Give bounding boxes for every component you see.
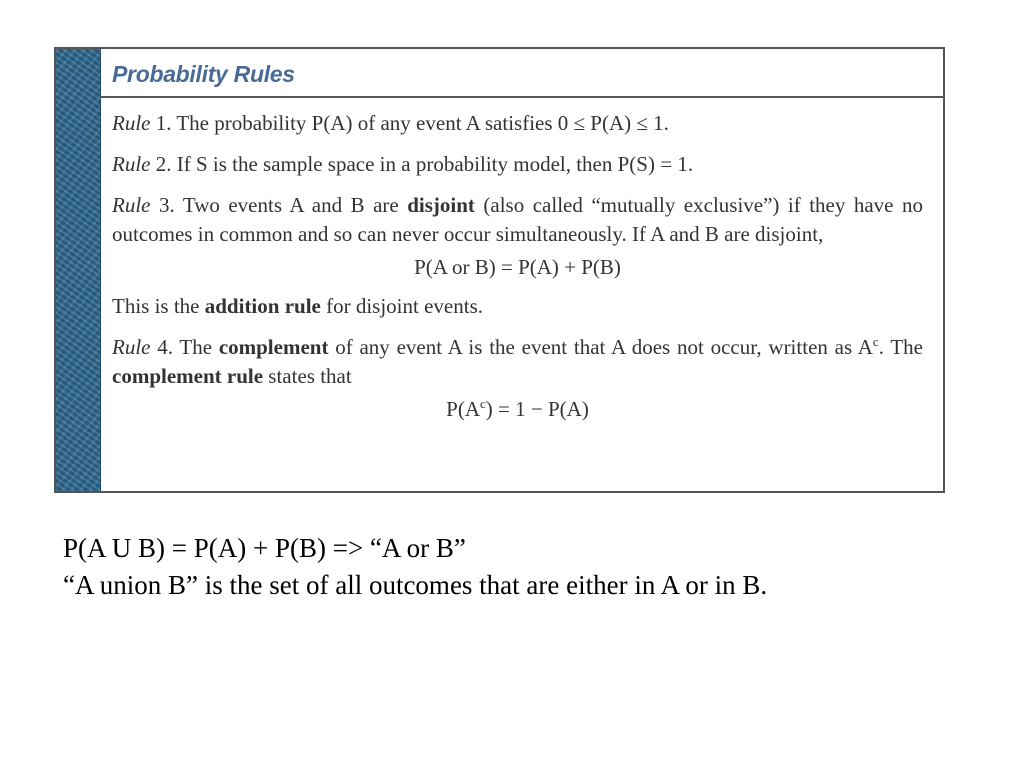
rule-4-bold-2: complement rule	[112, 364, 264, 388]
rule-3-text-a: 3. Two events A and B are	[150, 193, 408, 217]
rule-4-superscript: c	[872, 334, 879, 349]
rule-4	[112, 333, 923, 391]
union-formula-line: P(A U B) = P(A) + P(B) => “A or B”	[63, 533, 466, 563]
probability-rules-box	[54, 47, 945, 493]
rule-1-label: Rule	[112, 111, 151, 135]
complement-formula-b: ) = 1 − P(A)	[485, 397, 589, 421]
rule-4-text-d: states that	[263, 364, 352, 388]
complement-formula	[112, 395, 923, 424]
rule-1-text: 1. The probability P(A) of any event A satisfies 0 ≤ P(A) ≤ 1.	[150, 111, 669, 135]
addition-formula: P(A or B) = P(A) + P(B)	[414, 255, 621, 279]
complement-formula-a: P(A	[446, 397, 481, 421]
box-title: Probability Rules	[112, 61, 295, 87]
rule-3-text-b: (also called “mutually exclusive”) if they have no outcomes in common and so can never occur simultaneously. If A and B are disjoint,	[112, 193, 923, 246]
rule-1	[112, 109, 923, 138]
complement-formula-sup: c	[480, 396, 486, 411]
rule-3-after-bold: addition rule	[204, 294, 321, 318]
rule-4-bold-1: complement	[218, 335, 329, 359]
rule-4-text-a: 4. The	[150, 335, 219, 359]
rule-3-followup	[112, 292, 923, 321]
decorative-side-stripe	[56, 49, 101, 491]
rule-2-label: Rule	[112, 152, 151, 176]
rule-2-text: 2. If S is the sample space in a probability model, then P(S) = 1.	[150, 152, 694, 176]
rule-4-text-c: . The	[878, 335, 923, 359]
rule-3	[112, 191, 923, 249]
rule-3-after-b: for disjoint events.	[320, 294, 484, 318]
rule-2	[112, 150, 923, 179]
slide-notes	[63, 530, 767, 604]
rule-4-label: Rule	[112, 335, 151, 359]
rules-content	[112, 109, 923, 434]
rule-3-label: Rule	[112, 193, 151, 217]
rule-3-bold-term: disjoint	[407, 193, 475, 217]
rule-4-text-b: of any event A is the event that A does not occur, written as A	[328, 335, 873, 359]
rule-3-after-a: This is the	[112, 294, 205, 318]
box-header	[100, 49, 943, 98]
union-definition-line: “A union B” is the set of all outcomes that are either in A or in B.	[63, 570, 768, 600]
